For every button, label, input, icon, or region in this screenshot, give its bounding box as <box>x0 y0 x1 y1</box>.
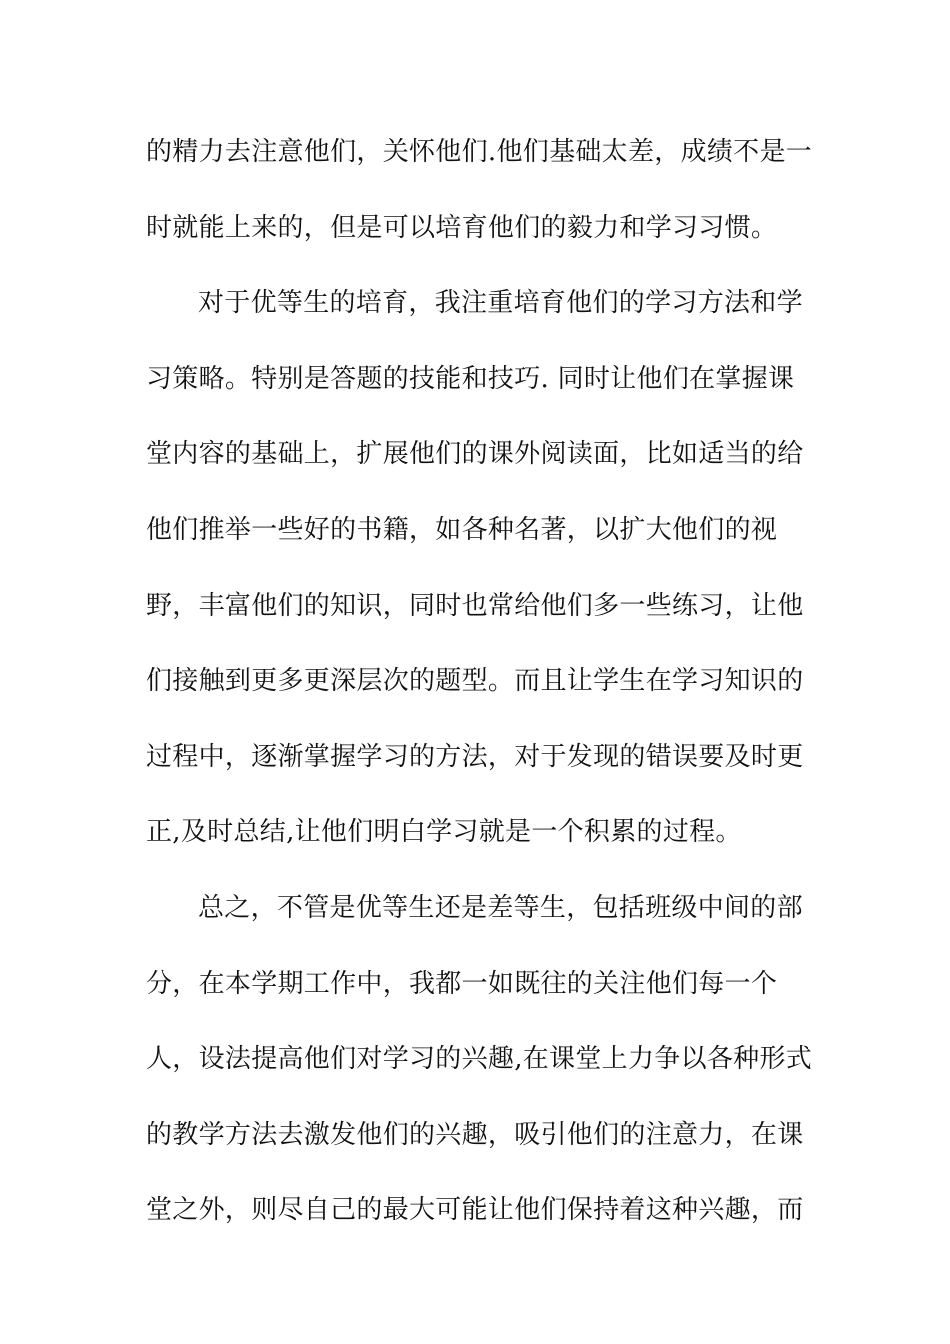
paragraph-start-line: 对于优等生的培育，我注重培育他们的学习方法和学 <box>198 288 803 319</box>
text-line: 过程中，逐渐掌握学习的方法，对于发现的错误要及时更 <box>146 741 804 772</box>
text-line: 他们推举一些好的书籍，如各种名著，以扩大他们的视 <box>146 514 778 545</box>
text-line: 堂之外，则尽自己的最大可能让他们保持着这种兴趣，而 <box>146 1195 804 1226</box>
text-line: 堂内容的基础上，扩展他们的课外阅读面，比如适当的给 <box>146 439 804 470</box>
text-line: 分，在本学期工作中，我都一如既往的关注他们每一个 <box>146 968 778 999</box>
text-line: 的教学方法去激发他们的兴趣，吸引他们的注意力，在课 <box>146 1119 804 1150</box>
text-line: 的精力去注意他们，关怀他们.他们基础太差，成绩不是一 <box>146 137 813 167</box>
text-line: 正,及时总结,让他们明白学习就是一个积累的过程。 <box>146 817 742 848</box>
text-line: 习策略。特别是答题的技能和技巧. 同时让他们在掌握课 <box>146 363 795 394</box>
text-line: 时就能上来的，但是可以培育他们的毅力和学习习惯。 <box>146 212 778 243</box>
paragraph-start-line: 总之，不管是优等生还是差等生，包括班级中间的部 <box>198 892 803 923</box>
document-body <box>146 124 813 1258</box>
text-line: 野，丰富他们的知识，同时也常给他们多一些练习，让他 <box>146 590 804 621</box>
text-line: 们接触到更多更深层次的题型。而且让学生在学习知识的 <box>146 666 804 697</box>
text-line: 人，设法提高他们对学习的兴趣,在课堂上力争以各种形式 <box>146 1044 813 1075</box>
